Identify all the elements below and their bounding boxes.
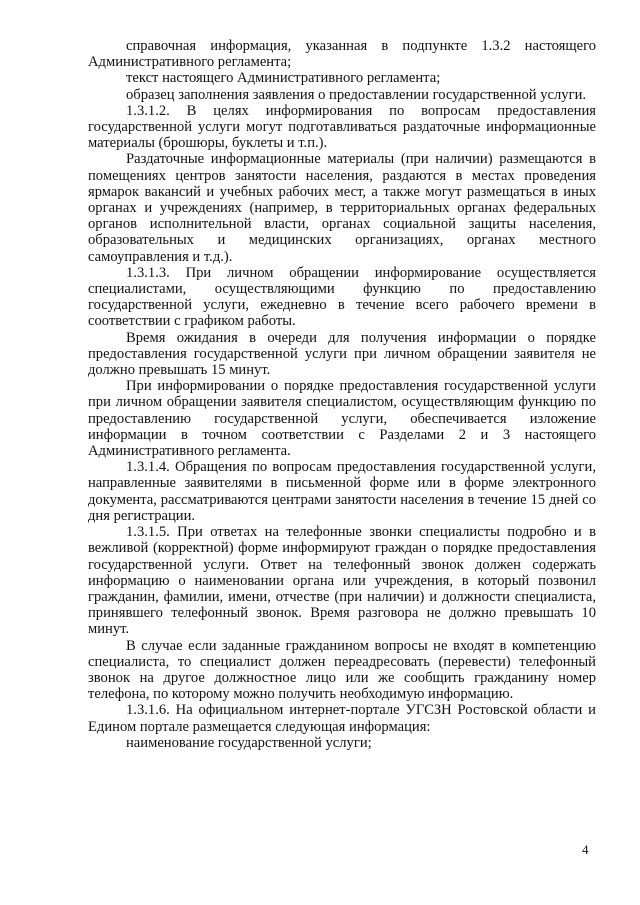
paragraph-regulation-text: текст настоящего Административного регламента; xyxy=(126,70,441,87)
paragraph-1-3-1-4: 1.3.1.4. Обращения по вопросам предоставления государственной услуги, направленные заявителями в письменной форме или в форме электронного документа, рассматриваются центрами занятости населения в течение 15 дней со дня регистрации. xyxy=(88,459,596,524)
paragraph-1-3-1-3: 1.3.1.3. При личном обращении информирование осуществляется специалистами, осуществляющими функцию по предоставлению государственной услуги, ежедневно в течение всего рабочего времени в соответствии с графиком работы. xyxy=(88,264,596,330)
paragraph-application-sample: образец заполнения заявления о предоставлении государственной услуги. xyxy=(126,86,587,103)
paragraph-1-3-1-5: 1.3.1.5. При ответах на телефонные звонки специалисты подробно и в вежливой (корректной) форме информируют граждан о порядке предоставления государственной услуги. Ответ на телефонный звонок должен содержать информацию о наименовании органа или учреждения, в который позвонил гражданин, фамилии, имени, отчестве (при наличии) и должности специалиста, принявшего телефонный звонок. Время разговора не должно превышать 10 минут. xyxy=(88,524,596,638)
paragraph-waiting-time: Время ожидания в очереди для получения информации о порядке предоставления государственной услуги при личном обращении заявителя не должно превышать 15 минут. xyxy=(88,329,596,379)
paragraph-handout-materials: Раздаточные информационные материалы (при наличии) размещаются в помещениях центров занятости населения, раздаются в местах проведения ярмарок вакансий и учебных рабочих мест, а также могут размещаться в иных органах и учреждениях (например, в территориальных органах федеральных органов исполнительной власти, органах социальной защиты населения, образовательных и медицинских организациях, органах местного самоуправления и т.д.). xyxy=(88,151,596,265)
paragraph-service-name: наименование государственной услуги; xyxy=(126,734,372,751)
document-body xyxy=(88,38,596,751)
paragraph-redirect-call: В случае если заданные гражданином вопросы не входят в компетенцию специалиста, то специалист должен переадресовать (перевести) телефонный звонок на другое должностное лицо или же сообщить гражданину номер телефона, по которому можно получить необходимую информацию. xyxy=(88,637,596,703)
paragraph-personal-informing: При информировании о порядке предоставления государственной услуги при личном обращении заявителя специалистом, осуществляющим функцию по предоставлению государственной услуги, обеспечивается изложение информации в точном соответствии с Разделами 2 и 3 настоящего Административного регламента. xyxy=(88,378,596,460)
paragraph-1-3-1-6: 1.3.1.6. На официальном интернет-портале УГСЗН Ростовской области и Едином портале размещается следующая информация: xyxy=(88,702,596,735)
paragraph-1-3-1-2: 1.3.1.2. В целях информирования по вопросам предоставления государственной услуги могут подготавливаться раздаточные информационные материалы (брошюры, буклеты и т.п.). xyxy=(88,102,596,152)
paragraph-reference-info: справочная информация, указанная в подпункте 1.3.2 настоящего Административного регламента; xyxy=(88,38,596,71)
page-number: 4 xyxy=(582,842,589,857)
